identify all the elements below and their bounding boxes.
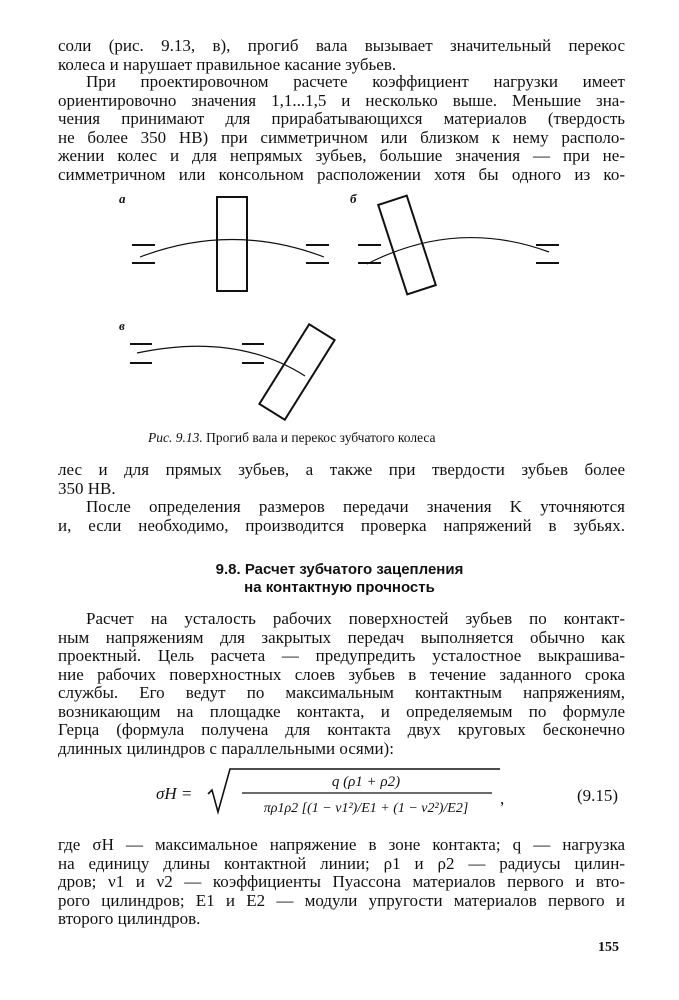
gear-wheel-a — [217, 197, 247, 291]
text-line: колеса и нарушает правильное касание зубьев. — [58, 54, 397, 74]
text-line: службы. Его ведут по максимальным контактным напряжениям, — [58, 683, 625, 702]
formula-comma: , — [500, 789, 505, 808]
text-line: При проектировочном расчете коэффициент нагрузки имеет — [86, 72, 625, 91]
section-title-line2: на контактную прочность — [244, 579, 435, 596]
equation-number: (9.15) — [577, 786, 619, 805]
text-line: рого цилиндров; E1 и E2 — модули упругости материалов первого и — [58, 890, 625, 910]
text-line: ние рабочих поверхностных слоев зубьев в течение заданного срока — [58, 664, 625, 684]
text-line: чения принимают для прирабатывающихся материалов (твердость — [58, 109, 625, 128]
text-line: Расчет на усталость рабочих поверхностей зубьев по контакт- — [86, 609, 625, 628]
figure-caption — [148, 430, 436, 446]
figure-label-a: а — [119, 191, 126, 206]
paragraph-notation — [58, 836, 625, 929]
text-line: соли (рис. 9.13, в), прогиб вала вызывает значительный перекос — [58, 36, 625, 55]
text-line: длинных цилиндров с параллельными осями): — [58, 738, 394, 758]
gear-wheel-c — [259, 324, 334, 420]
text-line: симметричном или консольном расположении хотя бы одного из ко- — [58, 164, 625, 184]
formula-lhs: σH = — [156, 784, 193, 803]
page-number: 155 — [598, 940, 619, 955]
text-line: лес и для прямых зубьев, а также при твердости зубьев более — [58, 460, 625, 479]
text-line: ориентировочно значения 1,1...1,5 и несколько выше. Меньшие зна- — [58, 90, 625, 110]
text-line: дров; ν1 и ν2 — коэффициенты Пуассона материалов первого и вто- — [58, 872, 625, 891]
gear-wheel-b — [378, 196, 436, 295]
text-line: где σH — максимальное напряжение в зоне контакта; q — нагрузка — [58, 835, 625, 854]
section-title-line1: 9.8. Расчет зубчатого зацепления — [215, 561, 464, 578]
paragraph-after-figure — [58, 461, 625, 498]
text-line: жении колес и для непрямых зубьев, большие значения — при не- — [58, 146, 625, 165]
text-line: не более 350 НВ) при симметричном или близком к нему располо- — [58, 127, 625, 147]
text-line: возникающим на площадке контакта, и определяемым по формуле — [58, 701, 625, 721]
caption-prefix: Рис. 9.13. — [148, 430, 203, 445]
formula-denominator: πρ1ρ2 [(1 − ν1²)/E1 + (1 − ν2²)/E2] — [263, 801, 469, 816]
text-line: ным напряжениям для закрытых передач выполняется обычно как — [58, 627, 625, 647]
text-line: на единицу длины контактной линии; ρ1 и ρ2 — радиусы цилин- — [58, 853, 625, 873]
figure-label-c: в — [119, 318, 125, 333]
shaft-curve-a — [140, 240, 324, 258]
paragraph-contact-calc — [58, 610, 625, 758]
text-line: После определения размеров передачи значения K уточняются — [86, 497, 625, 516]
figure-label-b: б — [350, 191, 357, 206]
text-line: Герца (формула получена для контакта двух круговых бесконечно — [58, 720, 625, 739]
paragraph-k-refinement — [58, 498, 625, 535]
formula-hertz — [150, 766, 630, 826]
section-heading — [0, 561, 679, 597]
figure-shaft-deflection — [0, 0, 679, 430]
text-line: второго цилиндров. — [58, 909, 201, 928]
text-line: 350 НВ. — [58, 478, 116, 498]
shaft-curve-b — [367, 238, 549, 264]
caption-text: Прогиб вала и перекос зубчатого колеса — [206, 430, 436, 445]
text-line: проектный. Цель расчета — предупредить усталостное выкрашива- — [58, 646, 625, 665]
formula-numerator: q (ρ1 + ρ2) — [331, 774, 401, 790]
text-line: и, если необходимо, производится проверка напряжений в зубьях. — [58, 515, 625, 535]
